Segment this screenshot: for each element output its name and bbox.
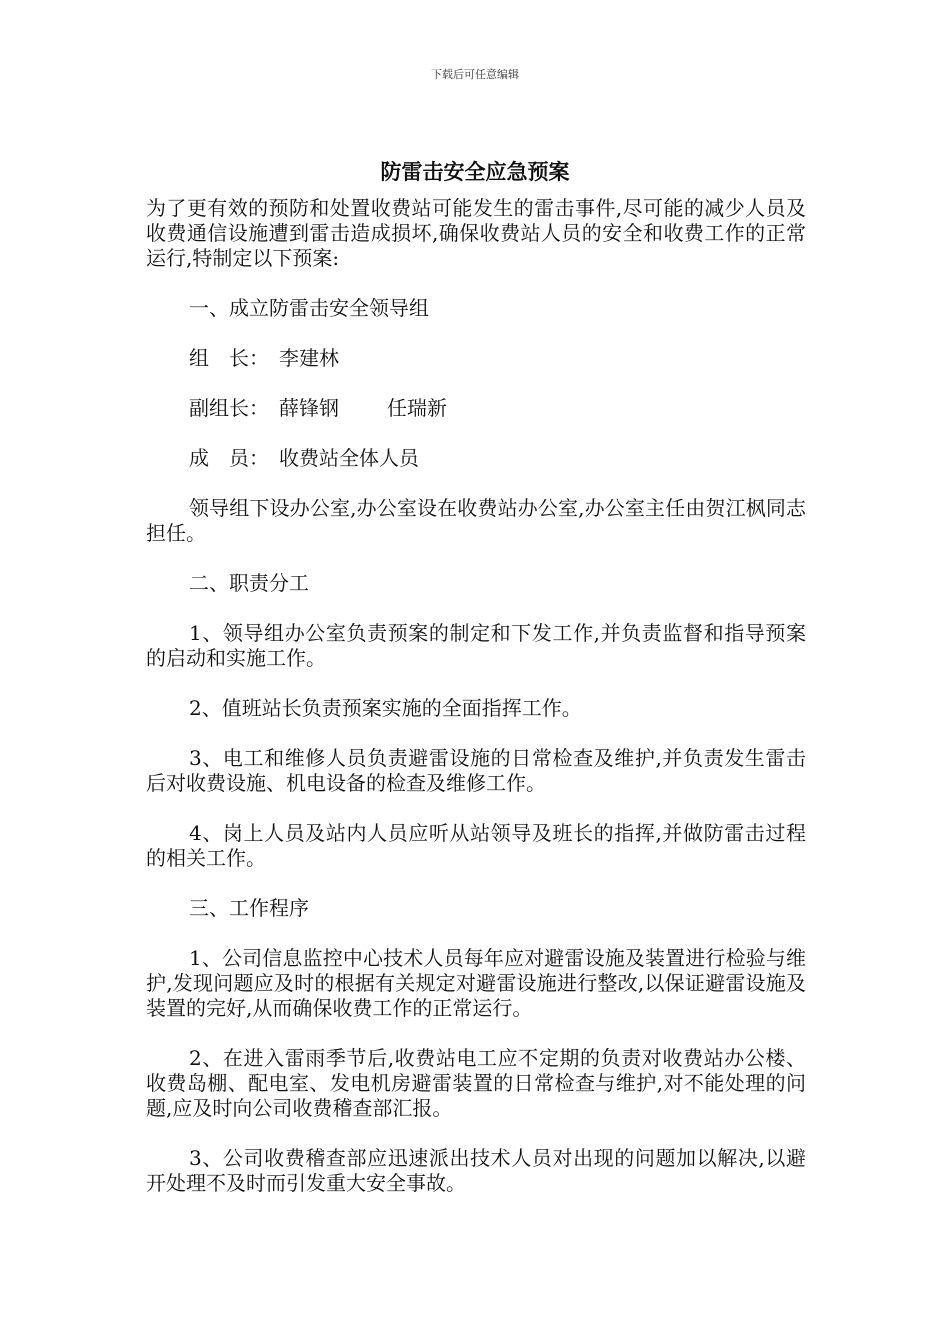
member-value: 收费站全体人员: [279, 446, 419, 470]
section-3-heading: 三、工作程序: [189, 896, 309, 920]
vice-leader-label: 副组长：: [189, 396, 269, 420]
document-body: [146, 196, 806, 1196]
member-row: [146, 446, 806, 471]
leader-label: 组 长：: [189, 346, 269, 370]
section-2-heading: 二、职责分工: [189, 571, 309, 595]
section-2-item: 1、领导组办公室负责预案的制定和下发工作,并负责监督和指导预案的启动和实施工作。: [146, 621, 806, 670]
section-2-item: 4、岗上人员及站内人员应听从站领导及班长的指挥,并做防雷击过程的相关工作。: [146, 821, 806, 870]
section-2-item: 3、电工和维修人员负责避雷设施的日常检查及维护,并负责发生雷击后对收费设施、机电设备的检查及维修工作。: [146, 746, 806, 795]
document-title: 防雷击安全应急预案: [380, 159, 570, 184]
vice-leader-name-1: 薛锋钢: [279, 396, 339, 420]
header-note: 下载后可任意编辑: [431, 68, 519, 81]
vice-leader-name-2: 任瑞新: [387, 396, 447, 420]
intro-paragraph: 为了更有效的预防和处置收费站可能发生的雷击事件,尽可能的减少人员及收费通信设施遭到雷击造成损坏,确保收费站人员的安全和收费工作的正常运行,特制定以下预案:: [146, 196, 806, 270]
member-label: 成 员：: [189, 446, 269, 470]
section-3-item: 1、公司信息监控中心技术人员每年应对避雷设施及装置进行检验与维护,发现问题应及时的根据有关规定对避雷设施进行整改,以保证避雷设施及装置的完好,从而确保收费工作的正常运行。: [146, 946, 806, 1020]
leader-row: [146, 346, 806, 371]
leader-name: 李建林: [279, 346, 339, 370]
vice-leader-row: [146, 396, 806, 421]
section-2-item: 2、值班站长负责预案实施的全面指挥工作。: [189, 696, 582, 720]
section-1-heading: 一、成立防雷击安全领导组: [189, 296, 429, 320]
section-3-item: 3、公司收费稽查部应迅速派出技术人员对出现的问题加以解决,以避开处理不及时而引发重大安全事故。: [146, 1146, 806, 1195]
office-paragraph: 领导组下设办公室,办公室设在收费站办公室,办公室主任由贺江枫同志担任。: [146, 496, 806, 545]
section-3-item: 2、在进入雷雨季节后,收费站电工应不定期的负责对收费站办公楼、收费岛棚、配电室、发电机房避雷装置的日常检查与维护,对不能处理的问题,应及时向公司收费稽查部汇报。: [146, 1046, 806, 1120]
